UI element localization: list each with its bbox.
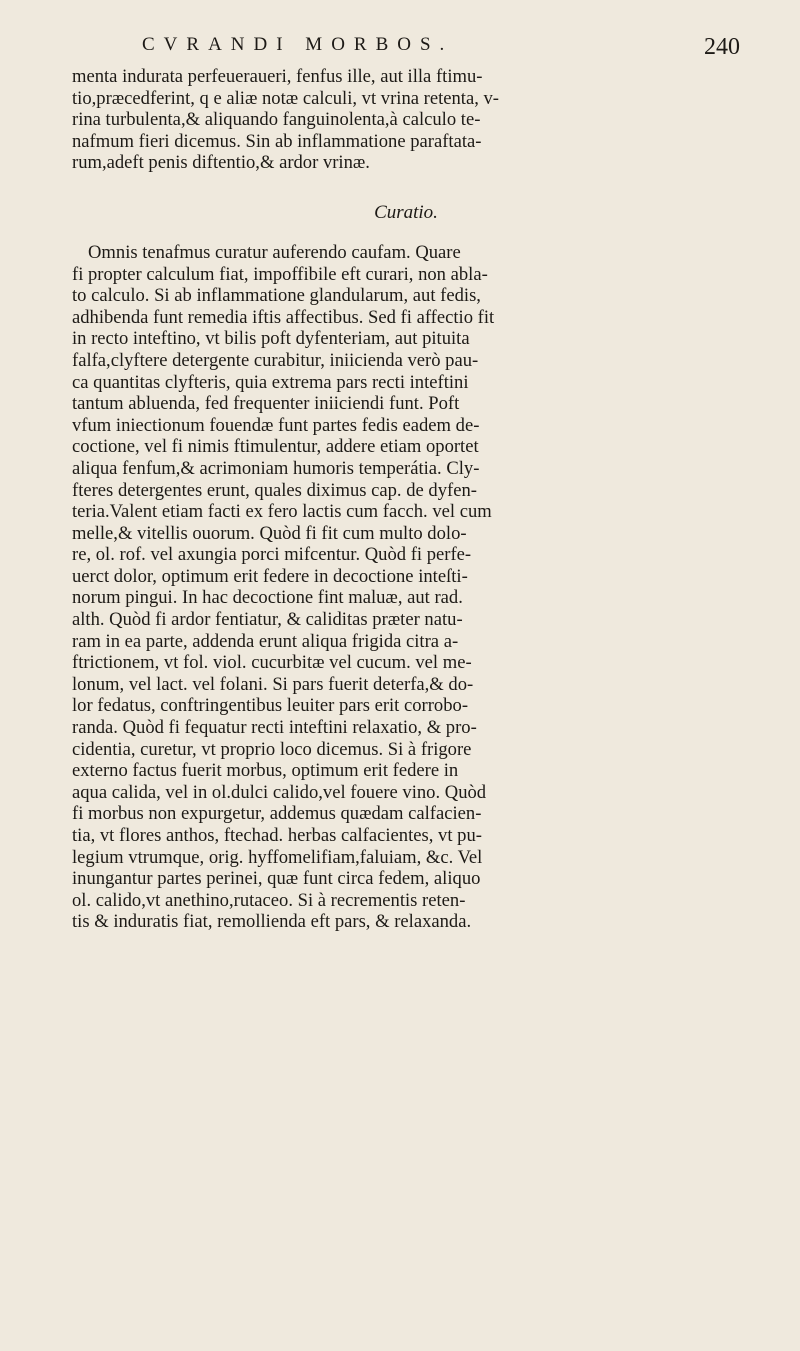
text-line: fi morbus non expurgetur, addemus quædam calfacien- [72,803,482,825]
text-line: tio,præcedferint, q e aliæ notæ calculi, vt vrina retenta, v- [72,87,500,109]
section-heading: Curatio. [374,201,438,223]
text-line: rum,adeft penis diftentio,& ardor vrinæ. [72,152,370,174]
text-line: nafmum fieri dicemus. Sin ab inflammatione paraftata- [72,130,482,152]
text-line: rina turbulenta,& aliquando fanguinolenta,à calculo te- [72,109,481,131]
paragraph-symptoms [72,66,740,174]
paragraph-curatio [72,242,740,933]
page-header [72,30,740,66]
text-line: fteres detergentes erunt, quales diximus cap. de dyfen- [72,479,477,501]
text-line: lonum, vel lact. vel folani. Si pars fuerit deterfa,& do- [72,673,474,695]
text-line: uerct dolor, optimum erit federe in decoctione inteſti- [72,565,468,587]
text-line: externo factus fuerit morbus, optimum erit federe in [72,760,459,782]
text-line: cidentia, curetur, vt proprio loco dicemus. Si à frigore [72,738,472,760]
text-line: alth. Quòd fi ardor fentiatur, & caliditas præter natu- [72,609,463,631]
text-line: to calculo. Si ab inflammatione glandularum, aut fedis, [72,285,481,307]
text-line: tia, vt flores anthos, ftechad. herbas calfacientes, vt pu- [72,825,482,846]
text-line: re, ol. rof. vel axungia porci mifcentur. Quòd fi perfe- [72,544,472,566]
text-line: adhibenda funt remedia iftis affectibus. Sed fi affectio fit [72,306,495,328]
running-head: CVRANDI MORBOS. [142,34,454,55]
text-line: tis & induratis fiat, remollienda eft pars, & relaxanda. [72,911,472,933]
text-line: aqua calida, vel in ol.dulci calido,vel fouere vino. Quòd [72,781,487,803]
text-line: ram in ea parte, addenda erunt aliqua frigida citra a- [72,630,459,652]
text-line: fi propter calculum fiat, impoffibile eft curari, non ablа- [72,263,488,285]
page-number: 240 [704,34,740,60]
text-line: vfum iniectionum fouendæ funt partes fedis eadem de- [72,414,480,436]
text-line: ol. calido,vt anethino,rutaceo. Si à recrementis reten- [72,889,466,911]
text-line: teria.Valent etiam facti ex fero lactis cum facch. vel cum [72,501,492,523]
text-line: randa. Quòd fi fequatur recti inteftini relaxatio, & pro- [72,717,477,739]
text-line: falfa,clyftere detergente curabitur, iniicienda verò pau- [72,349,479,371]
text-line: norum pingui. In hac decoctione fint maluæ, aut rad. [72,587,463,609]
text-line: melle,& vitellis ouorum. Quòd fi fit cum multo dolo- [72,522,467,544]
text-line: ftrictionem, vt fol. viol. cucurbitæ vel cucum. vel me- [72,652,472,674]
text-line: tantum abluenda, fed frequenter iniiciendi funt. Poft [72,393,460,415]
text-line: coctione, vel fi nimis ftimulentur, addere etiam oportet [72,436,479,458]
text-line: inungantur partes perinei, quæ funt circa fedem, aliquo [72,868,481,890]
text-line: aliqua fenfum,& acrimoniam humoris temperátia. Cly- [72,457,480,479]
text-line: lor fedatus, conftringentibus leuiter pars erit corrobo- [72,695,469,717]
text-line: menta indurata perfeueraueri, fenfus ille, aut illa ftimu- [72,66,483,87]
text-line: ca quantitas clyfteris, quia extrema pars recti inteftini [72,371,469,393]
text-line: Omnis tenafmus curatur auferendo caufam. Quare [88,241,461,263]
text-line: legium vtrumque, orig. hyffomelifiam,faluiam, &c. Vel [72,846,483,868]
text-line: in recto inteftino, vt bilis poft dyfenteriam, aut pituita [72,328,470,350]
